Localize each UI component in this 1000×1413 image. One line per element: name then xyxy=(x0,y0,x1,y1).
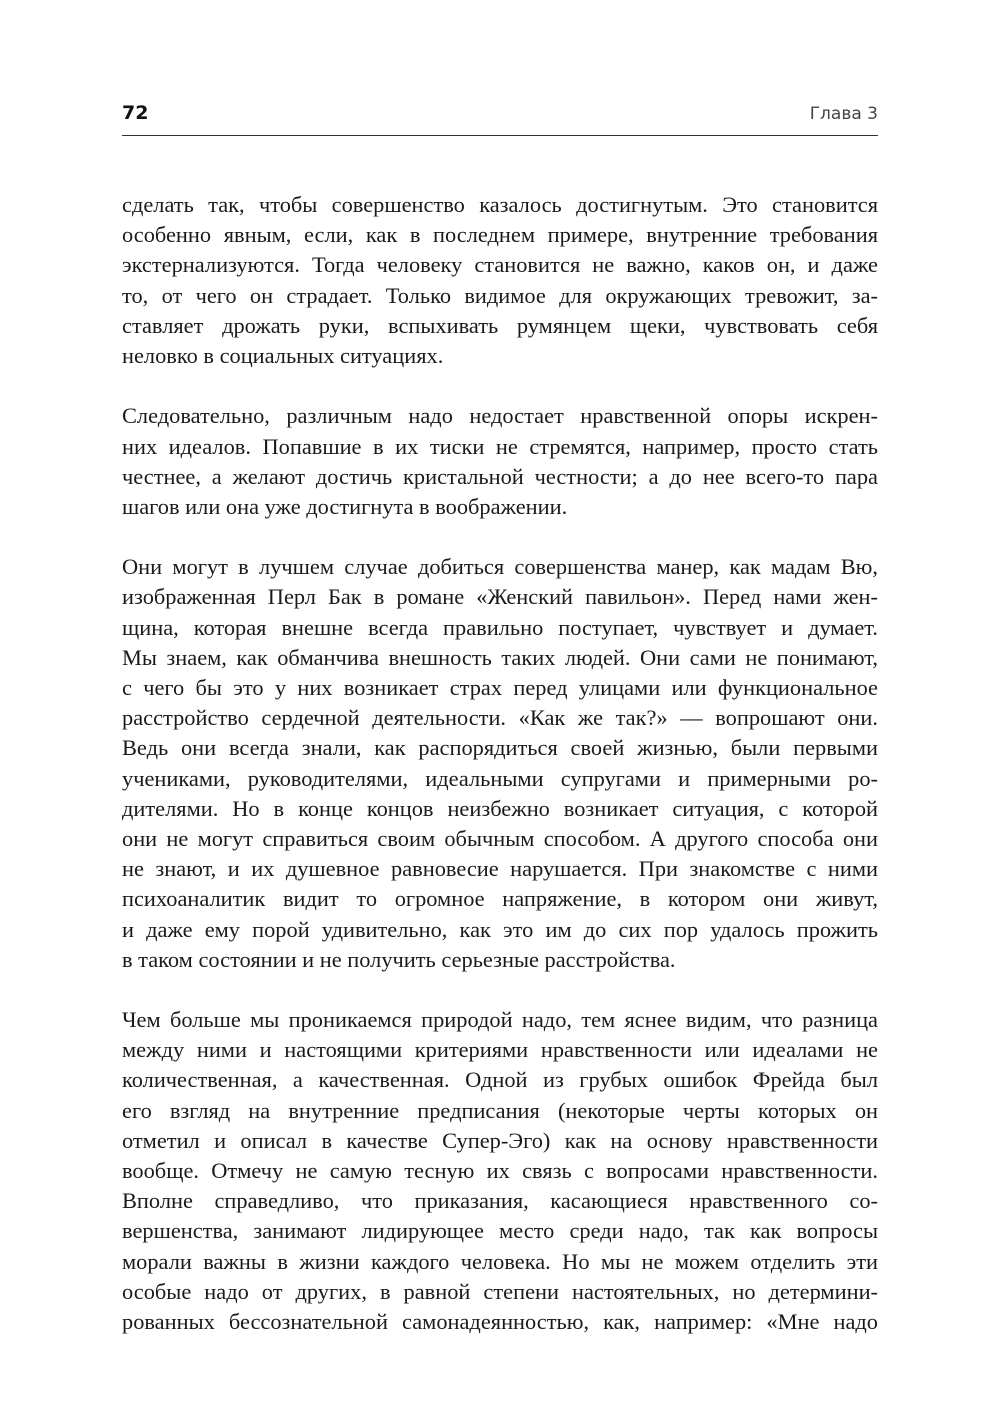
text-run: изображенная Перл Бак в романе «Женский павильон». Перед нами жен- xyxy=(122,584,878,610)
text-line xyxy=(122,401,878,431)
text-run: честнее, а желают достичь кристальной честности; а до нее всего-то пара xyxy=(122,463,878,489)
text-run: его взгляд на внутренние предписания (некоторые черты которых он xyxy=(122,1097,878,1123)
text-line xyxy=(122,915,878,945)
text-run: Чем больше мы проникаемся природой xyxy=(122,1007,522,1033)
body-text xyxy=(122,190,878,1367)
italic-run: надо xyxy=(833,1308,878,1334)
text-line xyxy=(122,1035,878,1065)
text-line xyxy=(122,1216,878,1246)
text-line xyxy=(122,311,878,341)
text-line xyxy=(122,884,878,914)
text-run: . Попавшие в их тиски не стремятся, например, просто стать xyxy=(245,433,878,459)
text-line xyxy=(122,945,878,975)
text-run: Ведь они всегда знали, как распорядиться своей жизнью, были первыми xyxy=(122,735,878,761)
text-line xyxy=(122,673,878,703)
text-line xyxy=(122,1186,878,1216)
italic-run: надо xyxy=(638,1218,684,1244)
text-line xyxy=(122,854,878,884)
paragraph xyxy=(122,1005,878,1337)
text-run: неловко в социальных ситуациях. xyxy=(122,342,444,368)
text-run: сделать так, чтобы совершенство xyxy=(122,192,480,217)
header-divider xyxy=(122,135,878,136)
text-run: особые xyxy=(122,1278,205,1304)
text-run: вообще. Отмечу не самую тесную их связь с вопросами нравственности. xyxy=(122,1158,878,1183)
text-line xyxy=(122,1126,878,1156)
text-line xyxy=(122,281,878,311)
text-line xyxy=(122,1247,878,1277)
text-run: особенно явным, если, как в последнем примере, внутренние требования xyxy=(122,222,878,248)
text-line xyxy=(122,613,878,643)
text-line xyxy=(122,643,878,673)
text-line xyxy=(122,250,878,280)
italic-run: них идеалов xyxy=(122,433,246,459)
page-number: 72 xyxy=(122,102,149,124)
text-run: экстернализуются. Тогда человеку становится не важно, каков он, и даже xyxy=(122,252,878,278)
text-run: в таком состоянии и не получить серьезные расстройства. xyxy=(122,946,676,972)
text-line xyxy=(122,190,878,220)
italic-run: надо недостает нравственной опоры искрен- xyxy=(408,403,878,429)
text-run: морали важны в жизни каждого человека. Но мы не можем отделить эти xyxy=(122,1248,878,1274)
text-line xyxy=(122,492,878,522)
text-run: рованных бессознательной самонадеянностью, как, например: «Мне xyxy=(122,1308,834,1334)
text-line xyxy=(122,582,878,612)
text-line xyxy=(122,1156,878,1186)
text-line xyxy=(122,1277,878,1307)
text-line xyxy=(122,1065,878,1095)
text-run: вершенства, занимают лидирующее место среди xyxy=(122,1218,639,1244)
text-run: шагов или она уже достигнута в воображении. xyxy=(122,493,568,519)
italic-run: казалось xyxy=(479,192,562,217)
text-run: , тем яснее видим, что разница xyxy=(566,1007,878,1033)
text-line xyxy=(122,794,878,824)
text-run: учениками, руководителями, идеальными супругами и примерными ро- xyxy=(122,765,878,791)
text-line xyxy=(122,462,878,492)
text-run: количественная, а качественная. Одной из грубых ошибок Фрейда был xyxy=(122,1067,878,1093)
text-line xyxy=(122,764,878,794)
text-run: то, от чего он страдает. Только видимое для окружающих тревожит, за- xyxy=(122,282,878,308)
italic-run: надо xyxy=(204,1278,249,1304)
text-run: психоаналитик видит то огромное напряжение, в котором они живут, xyxy=(122,886,878,912)
text-run: между ними и настоящими критериями нравственности или идеалами не xyxy=(122,1037,878,1063)
text-line xyxy=(122,1005,878,1035)
text-run: от других, в равной степени настоятельных, но детермини- xyxy=(248,1278,879,1304)
paragraph xyxy=(122,552,878,975)
text-run: Они могут в лучшем случае добиться совершенства манер, как мадам Вю, xyxy=(122,554,878,580)
text-line xyxy=(122,432,878,462)
text-run: Вполне справедливо, что приказания, касающиеся нравственного со- xyxy=(122,1188,878,1214)
text-run: с чего бы это у них возникает страх перед улицами или функциональное xyxy=(122,675,878,700)
text-run: ставляет дрожать руки, вспыхивать румянцем щеки, чувствовать себя xyxy=(122,312,878,338)
italic-run: надо xyxy=(521,1007,567,1033)
text-line xyxy=(122,703,878,733)
text-run: не знают, и их душевное равновесие нарушается. При знакомстве с ними xyxy=(122,856,878,882)
text-run: Мы знаем, как обманчива внешность таких людей. Они сами не понимают, xyxy=(122,644,878,670)
text-line xyxy=(122,552,878,582)
text-run: достигнутым. Это становится xyxy=(561,192,878,217)
text-run: и даже ему порой удивительно, как это им до сих пор удалось прожить xyxy=(122,916,878,942)
paragraph xyxy=(122,190,878,371)
text-run: щина, которая внешне всегда правильно поступает, чувствует и думает. xyxy=(122,614,878,640)
text-run: Следовательно, различным xyxy=(122,403,409,429)
text-line xyxy=(122,1307,878,1337)
running-header-chapter: Глава 3 xyxy=(809,104,878,124)
text-run: отметил и описал в качестве Супер-Эго) как на основу нравственности xyxy=(122,1127,878,1153)
text-line xyxy=(122,220,878,250)
paragraph xyxy=(122,401,878,522)
text-run: расстройство сердечной деятельности. «Как же так?» — вопрошают они. xyxy=(122,705,878,731)
text-line xyxy=(122,733,878,763)
text-line xyxy=(122,1096,878,1126)
text-line xyxy=(122,824,878,854)
text-run: они не могут справиться своим обычным способом. А другого способа они xyxy=(122,825,878,851)
text-run: дителями. Но в конце концов неизбежно возникает ситуация, с которой xyxy=(122,795,878,821)
text-line xyxy=(122,341,878,371)
text-run: , так как вопросы xyxy=(683,1218,878,1244)
